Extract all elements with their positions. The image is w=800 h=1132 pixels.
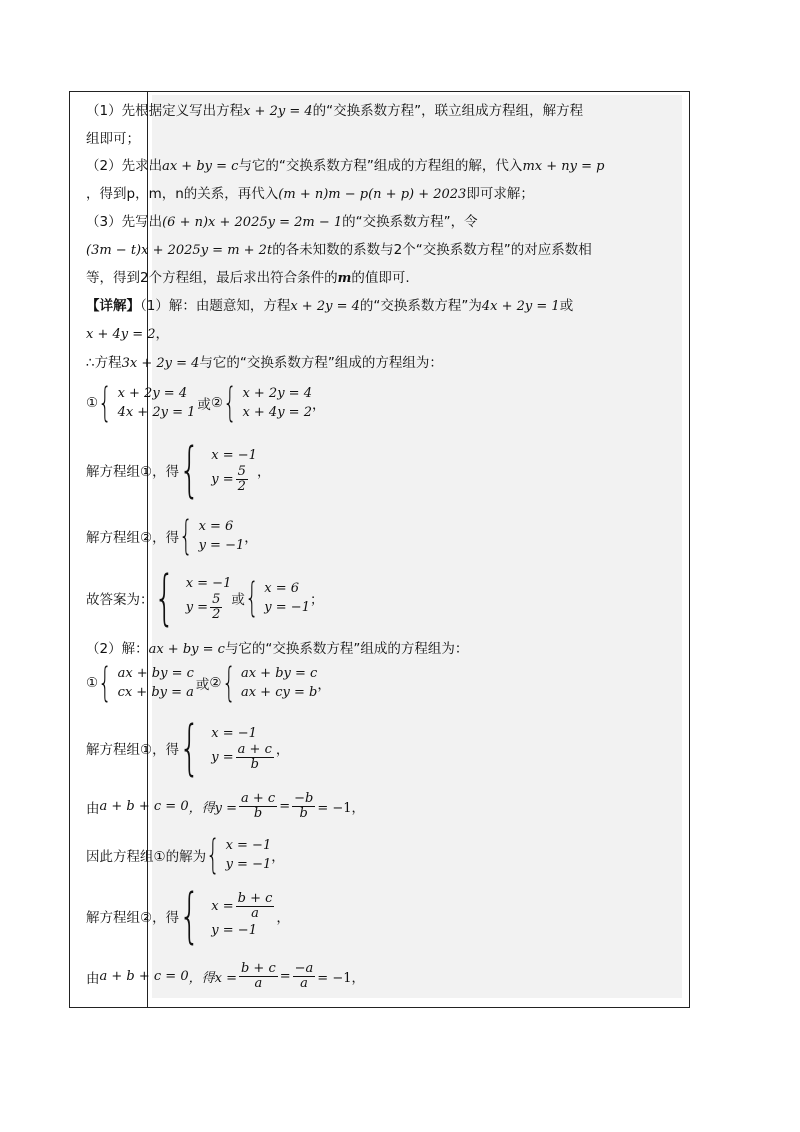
system-4-eq-2: ax + cy = b — [240, 685, 318, 700]
detail-1-text: （1）解：由题意知，方程 — [140, 298, 291, 314]
detail-1-equation: x + 2y = 4 — [290, 299, 360, 314]
detail-line-2 — [86, 325, 169, 344]
hint-2-line-2 — [86, 185, 534, 204]
from-text: 由 — [86, 800, 100, 817]
hint-2-text-c: ，得到p，m，n的关系，再代入 — [86, 186, 279, 202]
detail-1-equation-2: 4x + 2y = 1 — [481, 299, 560, 314]
fraction — [292, 792, 315, 821]
fraction-numerator: a + c — [237, 742, 272, 757]
comma-text: ， — [271, 849, 285, 865]
solve-system-3 — [86, 713, 290, 783]
fraction-numerator: 5 — [237, 464, 246, 479]
system-2-label: ② — [210, 395, 223, 411]
hint-1-line — [86, 102, 583, 121]
so-1-solution — [226, 836, 272, 874]
comma-text: ， — [317, 677, 331, 693]
system-1-equations — [118, 384, 196, 422]
brace-icon: { — [179, 881, 201, 951]
fraction-denominator: a — [251, 906, 259, 921]
from-text: 由 — [86, 970, 100, 987]
comma-text: ， — [275, 742, 290, 758]
solve-system-2 — [86, 513, 258, 559]
system-3-label: ① — [86, 675, 99, 691]
part-2-text-b: 与它的“交换系数方程”组成的方程组为： — [224, 641, 469, 657]
part-2-equation: ax + by = c — [148, 642, 225, 657]
detail-2-text: ∴方程 — [86, 355, 122, 371]
answer-text: 故答案为： — [86, 592, 154, 608]
hint-2-line — [86, 157, 604, 176]
solve-1-solution — [211, 446, 257, 494]
hint-3-text-d: 等，得到2个方程组，最后求出符合条件的 — [86, 270, 338, 286]
fraction — [210, 593, 222, 622]
comma-text: ， — [311, 397, 326, 413]
system-pair-1 — [86, 380, 326, 426]
fraction-numerator: b + c — [240, 961, 276, 976]
fraction-numerator: a + c — [240, 791, 276, 806]
system-2-eq-1: x + 2y = 4 — [242, 386, 312, 401]
hint-2-text-b: 与它的“交换系数方程”组成的方程组的解，代入 — [238, 158, 523, 174]
detail-1-or: 或 — [559, 298, 574, 314]
condition-equation: a + b + c = 0 — [99, 799, 189, 814]
system-4-eq-1: ax + by = c — [240, 666, 318, 681]
fraction-denominator: b — [299, 806, 308, 821]
system-2-equations — [242, 384, 312, 422]
solve-3-text: 解方程组①，得 — [86, 742, 180, 758]
or-text: 或 — [231, 592, 245, 608]
solve-4-y: y = −1 — [211, 923, 257, 938]
or-text: 或 — [197, 397, 211, 413]
fraction-numerator: 5 — [212, 592, 221, 607]
or-text: 或 — [195, 677, 210, 693]
fraction — [236, 465, 248, 494]
fraction-numerator: −b — [294, 791, 314, 806]
condition-equation: a + b + c = 0 — [99, 969, 189, 984]
equals-sign: = — [279, 969, 291, 984]
answer-solution-2 — [264, 579, 310, 617]
fraction-denominator: a — [254, 976, 263, 991]
derive-y-line — [86, 792, 365, 821]
answer-solution-1 — [186, 574, 232, 622]
brace-icon: { — [153, 563, 175, 633]
hint-3-equation: (6 + n)x + 2025y = 2m − 1 — [162, 215, 343, 230]
brace-icon: { — [179, 435, 201, 505]
answer-y-1-lhs: y = — [185, 600, 209, 615]
result-text: = −1， — [317, 971, 365, 986]
hint-1-line-2 — [86, 130, 140, 148]
detail-2-text-b: 与它的“交换系数方程”组成的方程组为： — [199, 355, 443, 371]
system-4-label: ② — [209, 675, 222, 691]
result-text: = −1， — [317, 801, 365, 816]
solve-1-y — [211, 465, 257, 494]
brace-icon: { — [179, 513, 194, 559]
solve-4-x-lhs: x = — [211, 899, 234, 914]
hint-1-text-b: 的“交换系数方程”，联立组成方程组，解方程 — [312, 103, 584, 119]
system-3-eq-1: ax + by = c — [117, 666, 194, 681]
hint-3-variable-m: m — [337, 271, 352, 286]
brace-icon: { — [98, 660, 113, 706]
detail-line-3 — [86, 354, 443, 373]
solve-system-1 — [86, 435, 271, 505]
fraction-denominator: b — [250, 757, 259, 772]
get-y-text: ，得y = — [188, 801, 237, 816]
hint-2-equation: ax + by = c — [162, 159, 239, 174]
solve-4-text: 解方程组②，得 — [86, 910, 180, 926]
part-2-line — [86, 640, 468, 659]
brace-icon: { — [206, 832, 221, 878]
fraction-denominator: 2 — [237, 479, 246, 494]
hint-3-text-e: 的值即可. — [351, 270, 410, 286]
hint-2-equation-3: (m + n)m − p(n + p) + 2023 — [278, 187, 467, 202]
solve-2-y: y = −1 — [198, 538, 245, 553]
fraction — [239, 962, 278, 991]
hint-3-line — [86, 213, 478, 232]
hint-3-text-c: 的各未知数的系数与2个“交换系数方程”的对应系数相 — [272, 242, 592, 258]
solve-1-y-lhs: y = — [211, 472, 234, 487]
hint-3-equation-2: (3m − t)x + 2025y = m + 2t — [86, 243, 273, 258]
answer-x-1: x = −1 — [185, 576, 232, 591]
part-2-text: （2）解： — [86, 641, 149, 657]
brace-icon: { — [179, 713, 201, 783]
detail-1-equation-3: x + 4y = 2 — [86, 327, 156, 342]
system-1-eq-1: x + 2y = 4 — [117, 386, 188, 401]
comma-text: ， — [244, 530, 258, 546]
hint-1-equation: x + 2y = 4 — [243, 104, 313, 119]
brace-icon: { — [221, 660, 236, 706]
comma-text: ， — [276, 910, 290, 926]
fraction-numerator: b + c — [237, 891, 273, 906]
hint-3-text: （3）先写出 — [86, 214, 163, 230]
solve-2-solution — [199, 517, 245, 555]
detail-label: 【详解】 — [86, 298, 140, 314]
comma-text: ， — [256, 464, 271, 480]
derive-x-line — [86, 962, 365, 991]
fraction-numerator: −a — [294, 961, 314, 976]
hint-3-line-3 — [86, 269, 410, 288]
fraction — [236, 743, 274, 772]
hint-2-text-d: 即可求解； — [466, 186, 534, 202]
fraction — [236, 892, 275, 921]
get-x-text: ，得x = — [188, 971, 237, 986]
answer-x-2: x = 6 — [264, 581, 300, 596]
hint-2-text: （2）先求出 — [86, 158, 163, 174]
detail-1-text-b: 的“交换系数方程”为 — [359, 298, 482, 314]
hint-3-line-2 — [86, 241, 592, 260]
hint-3-text-b: 的“交换系数方程”，令 — [342, 214, 478, 230]
solve-3-solution — [211, 724, 276, 772]
system-3-equations — [118, 664, 194, 702]
fraction — [293, 962, 316, 991]
solve-3-y — [211, 743, 276, 772]
system-4-equations — [241, 664, 317, 702]
detail-line-1 — [86, 297, 573, 316]
semicolon-text: ； — [309, 592, 324, 608]
solve-4-solution — [211, 892, 276, 940]
hint-1-text: （1）先根据定义写出方程 — [86, 103, 244, 119]
solve-1-text: 解方程组①，得 — [86, 464, 180, 480]
system-2-eq-2: x + 4y = 2 — [242, 405, 312, 420]
fraction-denominator: b — [253, 806, 263, 821]
solve-2-text: 解方程组②，得 — [86, 530, 180, 546]
fraction — [239, 792, 277, 821]
brace-icon: { — [244, 575, 259, 621]
detail-2-equation: 3x + 2y = 4 — [121, 356, 200, 371]
fraction-denominator: 2 — [212, 607, 221, 622]
answer-y-2: y = −1 — [264, 600, 310, 615]
system-1-label: ① — [86, 395, 99, 411]
system-3-eq-2: cx + by = a — [117, 685, 194, 700]
hint-1-text-c: 组即可； — [86, 131, 140, 147]
so-1-x: x = −1 — [225, 838, 272, 853]
answer-block — [86, 563, 324, 633]
system-1-eq-2: 4x + 2y = 1 — [117, 405, 196, 420]
brace-icon: { — [222, 380, 237, 426]
solve-3-y-lhs: y = — [211, 750, 234, 765]
hint-2-equation-2: mx + ny = p — [522, 159, 605, 174]
fraction-denominator: a — [300, 976, 308, 991]
so-solution-1 — [86, 832, 285, 878]
detail-1-comma: ， — [155, 326, 170, 342]
solve-system-4 — [86, 881, 290, 951]
solve-1-x: x = −1 — [211, 448, 257, 463]
so-1-text: 因此方程组①的解为 — [86, 849, 207, 865]
so-1-y: y = −1 — [225, 857, 272, 872]
solve-2-x: x = 6 — [198, 519, 234, 534]
brace-icon: { — [98, 380, 113, 426]
solve-4-x — [211, 892, 276, 921]
answer-y-1 — [186, 593, 232, 622]
solve-3-x: x = −1 — [211, 726, 257, 741]
system-pair-2 — [86, 660, 331, 706]
equals-sign: = — [279, 799, 291, 814]
